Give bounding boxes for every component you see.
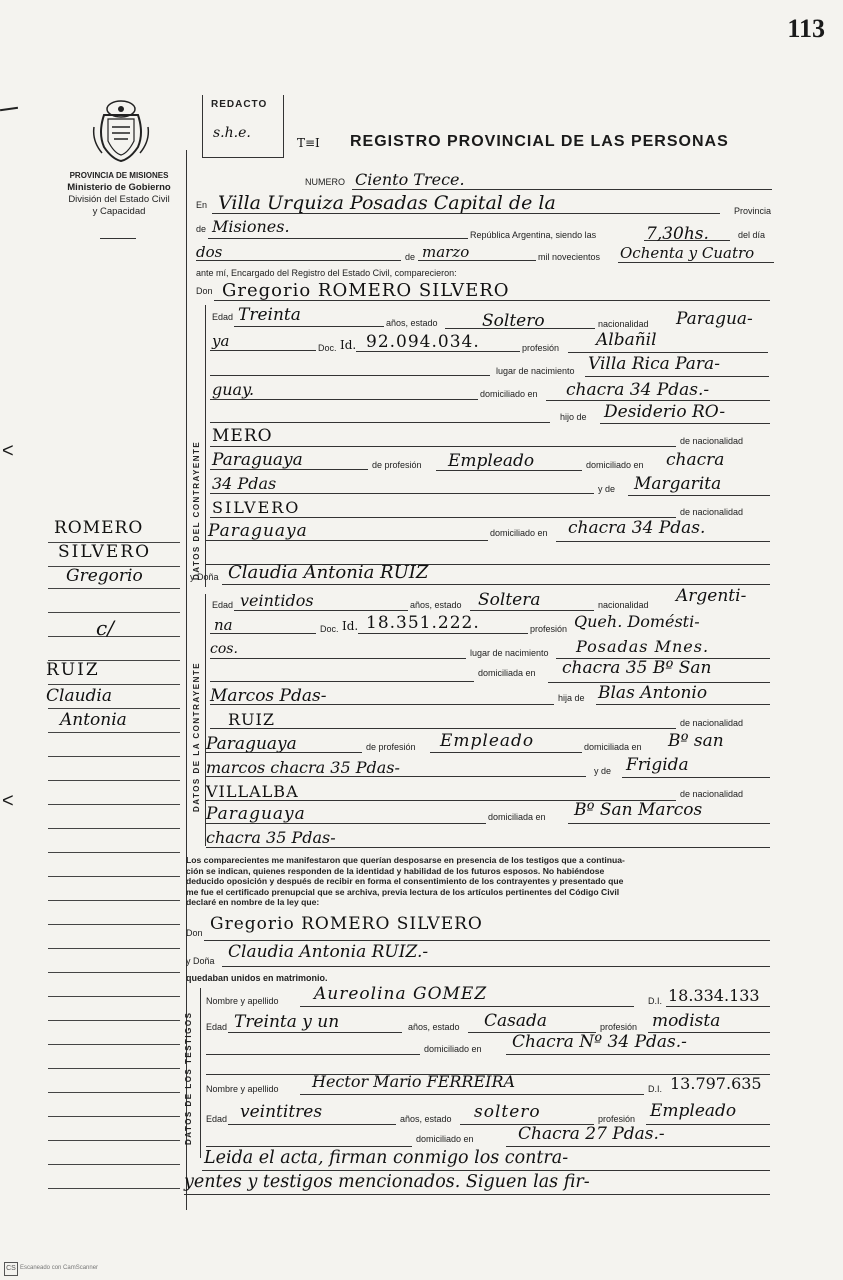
hijo-pre-line xyxy=(210,422,550,423)
padre-value-cont: MERO xyxy=(212,426,273,446)
margin-rule xyxy=(48,708,180,709)
padre2-dom-value-cont: marcos chacra 35 Pdas- xyxy=(206,758,400,777)
t1-di-value: 18.334.133 xyxy=(668,986,760,1005)
nacionalidad-value-cont: ya xyxy=(212,332,230,350)
de-nac2-label: de nacionalidad xyxy=(680,718,744,728)
decl-unidos: quedaban unidos en matrimonio. xyxy=(186,973,328,983)
madre-value: Margarita xyxy=(634,474,722,494)
t2-profesion-label: profesión xyxy=(598,1114,636,1124)
de-label2: de xyxy=(405,252,416,262)
camscanner-logo: CS xyxy=(4,1262,18,1276)
registry-title: REGISTRO PROVINCIAL DE LAS PERSONAS xyxy=(350,133,729,150)
t2-estado-label: años, estado xyxy=(400,1114,452,1124)
margin-rule xyxy=(48,852,180,853)
doc-value: 92.094.034. xyxy=(366,332,480,352)
closing-rule-2 xyxy=(184,1194,770,1195)
profesion-label: profesión xyxy=(522,343,560,353)
madre2-dom-value-cont: chacra 35 Pdas- xyxy=(206,828,336,847)
decl-don-line xyxy=(204,940,770,941)
t1-estado-label: años, estado xyxy=(408,1022,460,1032)
t1-profesion-label: profesión xyxy=(600,1022,638,1032)
y-de-label: y de xyxy=(598,484,616,494)
redacto-initials: s.h.e. xyxy=(213,125,251,141)
domicilio2-label: domiciliada en xyxy=(478,668,536,678)
decl-line-2: ción se indican, quienes responden de la identidad y habilidad de los futuros esposos. No habiéndose xyxy=(186,865,605,876)
republica-label: República Argentina, siendo las xyxy=(470,230,597,240)
domicilio2-value-cont: Marcos Pdas- xyxy=(210,686,327,706)
nac-cont-line2 xyxy=(210,399,478,400)
de-nac-label: de nacionalidad xyxy=(680,436,744,446)
madre2-line xyxy=(622,777,770,778)
nac-cont-line xyxy=(210,350,316,351)
t1-dom-pre-line xyxy=(206,1054,420,1055)
camscanner-watermark: Escaneado con CamScanner xyxy=(20,1265,99,1271)
doc2-type: Id. xyxy=(342,619,359,633)
padre2-value: Blas Antonio xyxy=(598,683,708,703)
edad2-label: Edad xyxy=(212,600,234,610)
don-label: Don xyxy=(196,286,213,296)
madre2-dom-line xyxy=(568,823,770,824)
sidebar-rule xyxy=(100,238,136,239)
t1-profesion-value: modista xyxy=(652,1011,721,1031)
t1-nombre-label: Nombre y apellido xyxy=(206,996,279,1006)
del-dia-label: del día xyxy=(738,230,766,240)
contrayente1-name: Gregorio ROMERO SILVERO xyxy=(222,280,510,301)
edge-mark: < xyxy=(2,790,14,812)
domicilio2-value: chacra 35 Bº San xyxy=(562,658,712,678)
t1-nombre-value: Aureolina GOMEZ xyxy=(314,984,488,1004)
t2-profesion-value: Empleado xyxy=(650,1101,737,1121)
margin-rule xyxy=(48,924,180,925)
margin-rule xyxy=(48,1092,180,1093)
madre-dom-line xyxy=(556,541,770,542)
page-number: 113 xyxy=(787,14,825,43)
provincia-label: Provincia xyxy=(734,206,772,216)
anios-estado-label: años, estado xyxy=(386,318,438,328)
de-nac-label2: de nacionalidad xyxy=(680,507,744,517)
profesion2-value-cont: cos. xyxy=(210,641,238,657)
margin-rule xyxy=(48,612,180,613)
declaration-paragraph xyxy=(186,855,776,908)
decl-don-label: Don xyxy=(186,928,203,938)
t2-di-value: 13.797.635 xyxy=(670,1074,762,1093)
padre-line xyxy=(600,423,770,424)
domicilio-line xyxy=(546,400,770,401)
sidebar-header xyxy=(50,170,188,218)
numero-value: Ciento Trece. xyxy=(355,170,465,189)
profesion-value: Albañil xyxy=(596,330,657,350)
margin-note-surname2: SILVERO xyxy=(58,542,152,562)
domicilio-value: chacra 34 Pdas.- xyxy=(566,380,710,400)
edad2-line xyxy=(234,610,408,611)
profesion-line xyxy=(568,352,768,353)
t2-nombre-label: Nombre y apellido xyxy=(206,1084,279,1094)
t2-di-label: D.I. xyxy=(648,1084,663,1094)
margin-note-given: Gregorio xyxy=(66,566,143,586)
margin-rule xyxy=(48,1068,180,1069)
edad-line xyxy=(234,326,384,327)
mil-label: mil novecientos xyxy=(538,252,601,262)
estado2-line xyxy=(470,610,594,611)
decl-line-1: Los comparecientes me manifestaron que querían desposarse en presencia de los testigos que a continua- xyxy=(186,855,625,865)
margin-note-given2: Claudia xyxy=(46,686,112,706)
t1-di-line xyxy=(666,1006,770,1007)
numero-label: NUMERO xyxy=(305,177,345,187)
anio-line xyxy=(618,262,774,263)
nac2-cont-line xyxy=(210,633,316,634)
padre2-dom-cont-line xyxy=(206,776,586,777)
padre-dom-value: chacra xyxy=(666,450,725,470)
decl-don-value: Gregorio ROMERO SILVERO xyxy=(210,914,483,934)
dom2-cont-line xyxy=(210,704,554,705)
hijo-label: hijo de xyxy=(560,412,587,422)
margin-note-given3: Antonia xyxy=(60,710,127,730)
de-label: de xyxy=(196,224,207,234)
t1-estado-value: Casada xyxy=(484,1011,548,1031)
madre-dom-value: chacra 34 Pdas. xyxy=(568,518,706,538)
t1-edad-line xyxy=(228,1032,402,1033)
t2-domicilio-line xyxy=(506,1146,770,1147)
t2-estado-value: soltero xyxy=(474,1102,541,1122)
padre-value: Desiderio RO- xyxy=(604,402,726,422)
redacto-box xyxy=(202,95,284,158)
decl-line-3: deducido oposición y después de recibir en forma el consentimiento de los contrayentes y presentado que xyxy=(186,876,624,886)
decl-line-5: declaré en nombre de la ley que: xyxy=(186,897,320,907)
margin-rule xyxy=(48,1020,180,1021)
madre-dom-label: domiciliado en xyxy=(490,528,548,538)
margin-rule xyxy=(48,900,180,901)
provincia-value: Misiones. xyxy=(212,217,290,236)
madre-nac-line xyxy=(206,540,488,541)
madre-value-cont: SILVERO xyxy=(212,498,301,517)
numero-line xyxy=(352,189,772,190)
closing-line-1: Leida el acta, firman conmigo los contra- xyxy=(204,1148,569,1168)
madre2-dom-label: domiciliada en xyxy=(488,812,546,822)
sidebar-province: PROVINCIA DE MISIONES xyxy=(69,171,169,180)
closing-rule-1 xyxy=(202,1170,770,1171)
profesion2-value: Queh. Domésti- xyxy=(574,612,700,631)
testigos-section-label: DATOS DE LOS TESTIGOS xyxy=(184,1011,193,1145)
nacionalidad2-value-cont: na xyxy=(214,616,233,634)
ante-label: ante mí, Encargado del Registro del Estado Civil, comparecieron: xyxy=(196,268,457,278)
estado-value: Soltero xyxy=(482,311,545,331)
edge-mark: < xyxy=(2,440,14,462)
t2-nombre-line xyxy=(300,1094,644,1095)
margin-rule xyxy=(48,1044,180,1045)
margin-rule xyxy=(48,828,180,829)
t1-nombre-line xyxy=(300,1006,634,1007)
decl-dona-value: Claudia Antonia RUIZ.- xyxy=(228,942,429,962)
t1-edad-value: Treinta y un xyxy=(234,1012,340,1032)
padre-prof-value: Empleado xyxy=(448,451,535,471)
madre-nac-value: Paraguaya xyxy=(208,521,308,541)
padre2-nac-line xyxy=(206,752,362,753)
dom2-pre-line xyxy=(210,681,474,682)
t1-di-label: D.I. xyxy=(648,996,663,1006)
contrayente2-name: Claudia Antonia RUIZ xyxy=(228,562,429,583)
de-nac2-label2: de nacionalidad xyxy=(680,789,744,799)
mes-value: marzo xyxy=(422,243,470,261)
margin-rule xyxy=(48,996,180,997)
redacto-label: REDACTO xyxy=(211,99,268,110)
margin-rule xyxy=(48,1116,180,1117)
doc2-label: Doc. xyxy=(320,624,339,634)
edad-label: Edad xyxy=(212,312,234,322)
margin-rule xyxy=(48,804,180,805)
margin-rule xyxy=(48,732,180,733)
padre-dom-label: domiciliado en xyxy=(586,460,644,470)
margin-note-con: c/ xyxy=(96,616,114,640)
margin-rule xyxy=(48,588,180,589)
padre-nac-value: Paraguaya xyxy=(212,450,303,470)
nacimiento-line xyxy=(210,375,490,376)
padre2-dom-label: domiciliada en xyxy=(584,742,642,752)
padre2-cont-line xyxy=(210,728,676,729)
t1-edad-label: Edad xyxy=(206,1022,228,1032)
y-de2-label: y de xyxy=(594,766,612,776)
nacionalidad-value: Paragua- xyxy=(676,309,753,329)
misiones-coat-of-arms-seal xyxy=(90,97,152,163)
dona-line xyxy=(222,584,770,585)
nacimiento-value-cont: guay. xyxy=(212,380,255,399)
sidebar-division: División del Estado Civil xyxy=(68,194,170,205)
t1-domicilio-label: domiciliado en xyxy=(424,1044,482,1054)
edge-mark xyxy=(0,107,18,111)
decl-line-4: me fue el certificado prenupcial que se archiva, previa lectura de los artículos pertinentes del Código Civil xyxy=(186,886,620,897)
madre2-nac-value: Paraguaya xyxy=(206,804,306,824)
margin-rule xyxy=(48,684,180,685)
margin-rule xyxy=(48,972,180,973)
en-label: En xyxy=(196,200,208,210)
t1-domicilio-value: Chacra Nº 34 Pdas.- xyxy=(512,1032,687,1052)
anio-value: Ochenta y Cuatro xyxy=(620,244,755,262)
closing-line-2: yentes y testigos mencionados. Siguen las fir- xyxy=(184,1172,590,1192)
t2-dom-pre-line xyxy=(206,1146,412,1147)
edad-value: Treinta xyxy=(238,305,301,325)
padre2-prof-value: Empleado xyxy=(440,731,535,751)
nacionalidad-label: nacionalidad xyxy=(598,319,649,329)
madre-line xyxy=(628,495,770,496)
section-bar xyxy=(205,305,206,587)
sidebar-ministry: Ministerio de Gobierno xyxy=(67,182,171,193)
de-prof-label: de profesión xyxy=(372,460,422,470)
anios-estado2-label: años, estado xyxy=(410,600,462,610)
dona-label: y Doña xyxy=(190,572,219,582)
t2-domicilio-value: Chacra 27 Pdas.- xyxy=(518,1124,665,1144)
margin-rule xyxy=(48,1164,180,1165)
margin-rule xyxy=(48,756,180,757)
madre2-value-cont: VILLALBA xyxy=(206,782,299,801)
nacionalidad2-value: Argenti- xyxy=(676,586,747,606)
contrayente2-section-label: DATOS DE LA CONTRAYENTE xyxy=(192,661,201,812)
hija-label: hija de xyxy=(558,693,585,703)
margin-rule xyxy=(48,780,180,781)
de-prof2-label: de profesión xyxy=(366,742,416,752)
madre2-value: Frigida xyxy=(626,755,689,775)
section-bar3 xyxy=(200,988,201,1158)
t2-edad-label: Edad xyxy=(206,1114,228,1124)
doc2-value: 18.351.222. xyxy=(366,613,480,633)
padre-cont-line xyxy=(210,446,676,447)
provincia-line xyxy=(208,238,468,239)
nacimiento2-label: lugar de nacimiento xyxy=(470,648,549,658)
margin-rule xyxy=(48,876,180,877)
nacimiento-label: lugar de nacimiento xyxy=(496,366,575,376)
t2-edad-line xyxy=(228,1124,396,1125)
edad2-value: veintidos xyxy=(240,591,314,610)
dia-value: dos xyxy=(196,243,223,261)
padre2-prof-line xyxy=(430,752,582,753)
madre2-dom-value: Bº San Marcos xyxy=(574,800,703,820)
padre2-line xyxy=(596,704,770,705)
padre-dom-cont-line xyxy=(210,493,594,494)
margin-note-surname3: RUIZ xyxy=(46,660,100,680)
padre-nac-line xyxy=(210,469,368,470)
redacto-mark: T≡I xyxy=(297,136,320,150)
estado2-value: Soltera xyxy=(478,590,541,610)
madre2-nac-line xyxy=(206,823,486,824)
padre-dom-value-cont: 34 Pdas xyxy=(212,474,277,493)
lugar-value: Villa Urquiza Posadas Capital de la xyxy=(218,192,556,214)
margin-rule xyxy=(48,1188,180,1189)
madre2-dom-cont-line xyxy=(206,847,770,848)
doc-type: Id. xyxy=(340,338,357,352)
margin-rule xyxy=(48,1140,180,1141)
domicilio-label: domiciliado en xyxy=(480,389,538,399)
padre2-nac-value: Paraguaya xyxy=(206,734,297,754)
t1-domicilio-line xyxy=(506,1054,770,1055)
nacimiento-line2 xyxy=(585,376,769,377)
nacimiento-value: Villa Rica Para- xyxy=(588,354,720,374)
nacimiento2-value: Posadas Mnes. xyxy=(576,637,710,656)
margin-rule xyxy=(48,636,180,637)
t2-nombre-value: Hector Mario FERREIRA xyxy=(312,1072,516,1091)
doc2-line xyxy=(358,633,528,634)
margin-note-surname1: ROMERO xyxy=(54,518,144,538)
padre2-dom-value: Bº san xyxy=(668,731,724,751)
decl-dona-label: y Doña xyxy=(186,956,215,966)
decl-dona-line xyxy=(222,966,770,967)
nacionalidad2-label: nacionalidad xyxy=(598,600,649,610)
t2-edad-value: veintitres xyxy=(240,1102,323,1122)
profesion2-label: profesión xyxy=(530,624,568,634)
dia-line xyxy=(196,260,401,261)
prof2-cont-line xyxy=(210,658,466,659)
contrayente1-section-label: DATOS DEL CONTRAYENTE xyxy=(192,440,201,580)
sidebar-capacity: y Capacidad xyxy=(92,206,146,217)
padre2-value-cont: RUIZ xyxy=(228,710,275,729)
margin-rule xyxy=(48,948,180,949)
t2-domicilio-label: domiciliado en xyxy=(416,1134,474,1144)
hora-value: 7,30hs. xyxy=(646,224,709,244)
doc-label: Doc. xyxy=(318,343,337,353)
